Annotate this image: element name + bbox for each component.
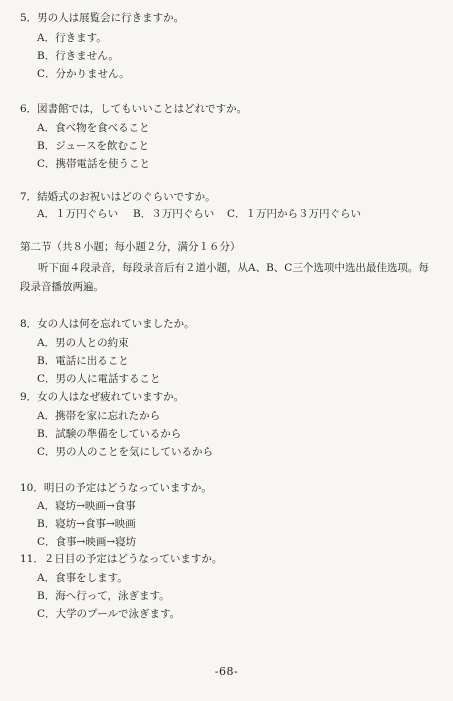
question-11-option-c: C．大学のプールで泳ぎます。	[37, 608, 181, 620]
section-2-instruction-line-1: 听下面４段录音，每段录音后有２道小题，从A、B、C三个选项中选出最佳选项。每	[38, 262, 429, 274]
question-9-option-c: C．男の人のことを気にしているから	[37, 446, 214, 458]
question-5-option-a: A．行きます。	[37, 32, 107, 44]
question-7-option-a: A．１万円ぐらい	[37, 208, 119, 220]
question-8-option-a: A．男の人との約束	[37, 337, 129, 349]
question-8-option-c: C．男の人に電話すること	[37, 373, 161, 385]
question-10-option-c: C．食事→映画→寝坊	[37, 536, 137, 548]
question-10-option-a: A．寝坊→映画→食事	[37, 500, 136, 512]
question-6-option-a: A．食べ物を食べること	[37, 122, 150, 134]
question-10-option-b: B．寝坊→食事→映画	[37, 518, 136, 530]
question-8: 8．女の人は何を忘れていましたか。	[20, 318, 195, 330]
question-6-option-c: C．携帯電話を使うこと	[37, 158, 151, 170]
question-7-options	[37, 208, 361, 221]
question-5: 5．男の人は展覧会に行きますか。	[20, 12, 185, 24]
question-5-option-c: C．分かりません。	[37, 68, 130, 80]
question-9: 9．女の人はなぜ疲れていますか。	[20, 391, 185, 403]
question-9-option-a: A．携帯を家に忘れたから	[37, 410, 161, 422]
question-6: 6．図書館では，してもいいことはどれですか。	[20, 103, 248, 115]
section-2-title: 第二节（共８小题；每小题２分，满分１６分）	[20, 241, 241, 253]
question-9-option-b: B．試験の準備をしているから	[37, 428, 182, 440]
page-number: -68-	[214, 665, 239, 678]
question-11-option-a: A．食事をします。	[37, 572, 128, 584]
question-5-option-b: B．行きません。	[37, 50, 119, 62]
question-8-option-b: B．電話に出ること	[37, 355, 129, 367]
question-11: 11．２日目の予定はどうなっていますか。	[20, 553, 223, 565]
question-7-option-b: B．３万円ぐらい	[133, 208, 215, 220]
question-11-option-b: B．海へ行って，泳ぎます。	[37, 590, 170, 602]
question-6-option-b: B．ジュースを飲むこと	[37, 140, 149, 152]
section-2-instruction-line-2: 段录音播放两遍。	[20, 281, 104, 293]
question-7-option-c: C．１万円から３万円ぐらい	[227, 208, 362, 220]
question-10: 10．明日の予定はどうなっていますか。	[20, 482, 212, 494]
question-7: 7．結婚式のお祝いはどのぐらいですか。	[20, 191, 216, 203]
